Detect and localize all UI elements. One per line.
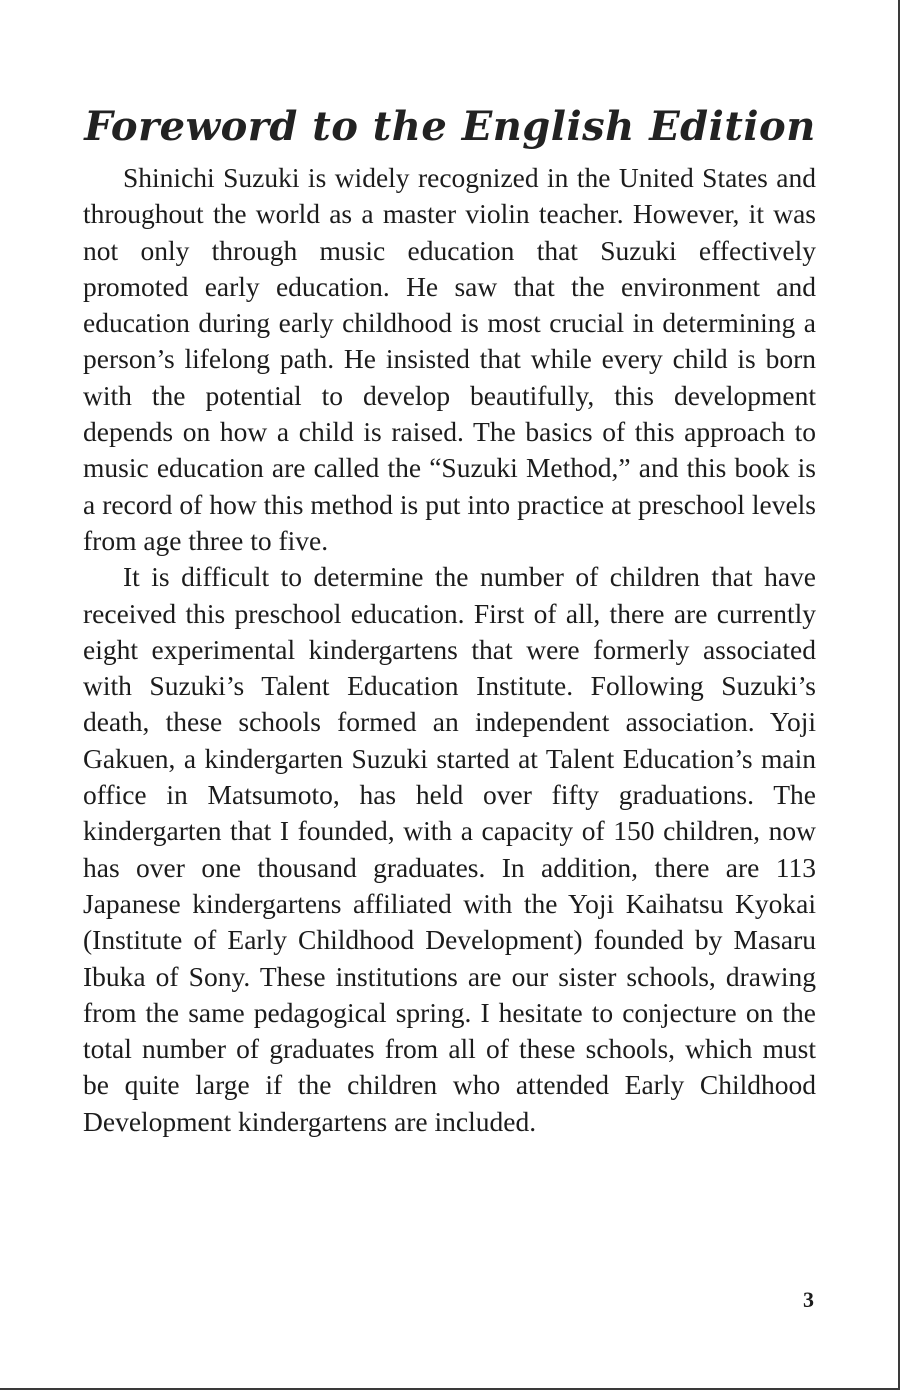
- paragraph-2: It is difficult to determine the number of children that have received this preschool education. First of all, there are currently eight experimental kindergartens that were formerly associated with Suzuki’s Talent Education Institute. Following Suzuki’s death, these schools formed an independent association. Yoji Gakuen, a kindergarten Suzuki started at Talent Education’s main office in Matsumoto, has held over fifty graduations. The kindergarten that I founded, with a capacity of 150 children, now has over one thousand graduates. In addition, there are 113 Japanese kindergartens affiliated with the Yoji Kaihatsu Kyokai (Institute of Early Childhood Development) founded by Masaru Ibuka of Sony. These institutions are our sister schools, drawing from the same pedagogical spring. I hesitate to conjecture on the total number of graduates from all of these schools, which must be quite large if the children who attended Early Childhood Development kindergartens are included.: [83, 561, 816, 1137]
- chapter-title: Foreword to the English Edition: [84, 102, 816, 150]
- page-number: 3: [803, 1287, 814, 1312]
- body-text: [83, 160, 816, 1140]
- paragraph-1: Shinichi Suzuki is widely recognized in the United States and throughout the world as a master violin teacher. However, it was not only through music education that Suzuki effectively promoted early education. He saw that the environment and education during early childhood is most crucial in determining a person’s lifelong path. He insisted that while every child is born with the potential to develop beautifully, this development depends on how a child is raised. The basics of this approach to music education are called the “Suzuki Method,” and this book is a record of how this method is put into practice at preschool levels from age three to five.: [83, 162, 816, 556]
